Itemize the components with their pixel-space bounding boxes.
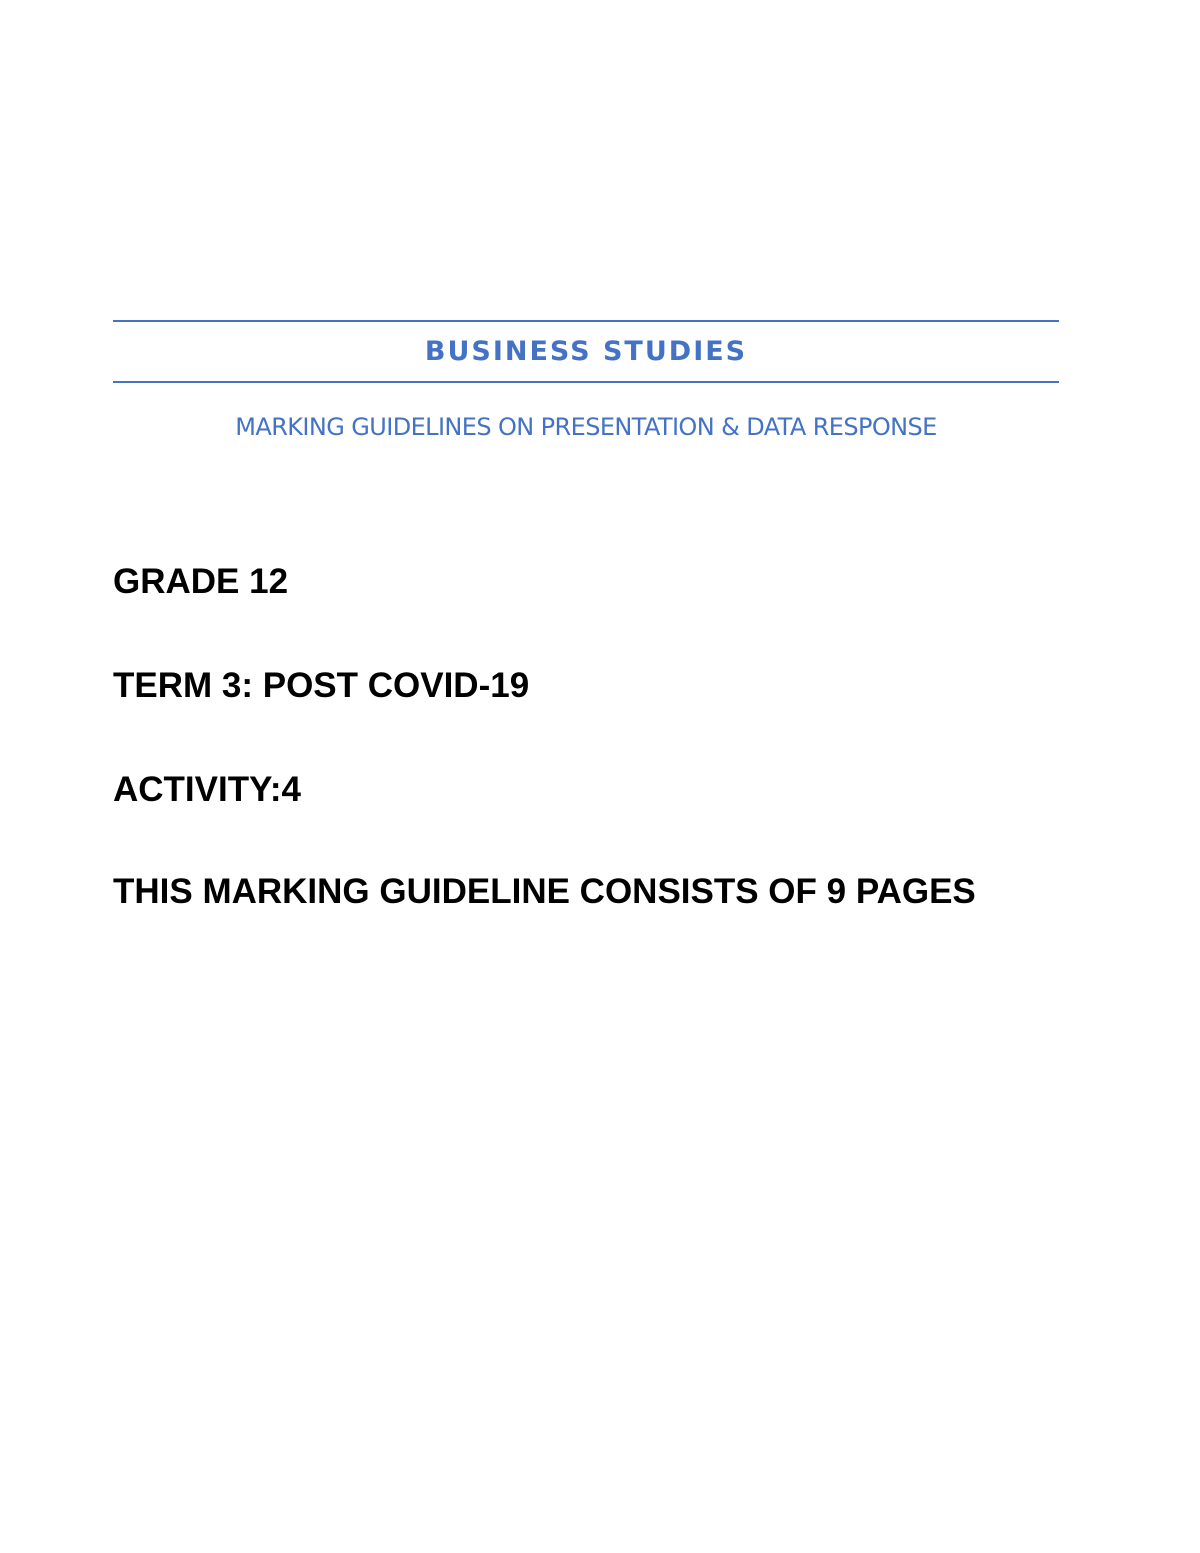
title-bottom-rule — [113, 381, 1059, 383]
term-heading: TERM 3: POST COVID-19 — [113, 666, 530, 705]
document-title: BUSINESS STUDIES — [424, 336, 748, 367]
document-subtitle: MARKING GUIDELINES ON PRESENTATION & DATA RESPONSE — [235, 413, 937, 441]
activity-heading: ACTIVITY:4 — [113, 770, 301, 809]
title-top-rule — [113, 320, 1059, 322]
page-count-note: THIS MARKING GUIDELINE CONSISTS OF 9 PAGES — [113, 872, 976, 911]
grade-heading: GRADE 12 — [113, 562, 289, 601]
